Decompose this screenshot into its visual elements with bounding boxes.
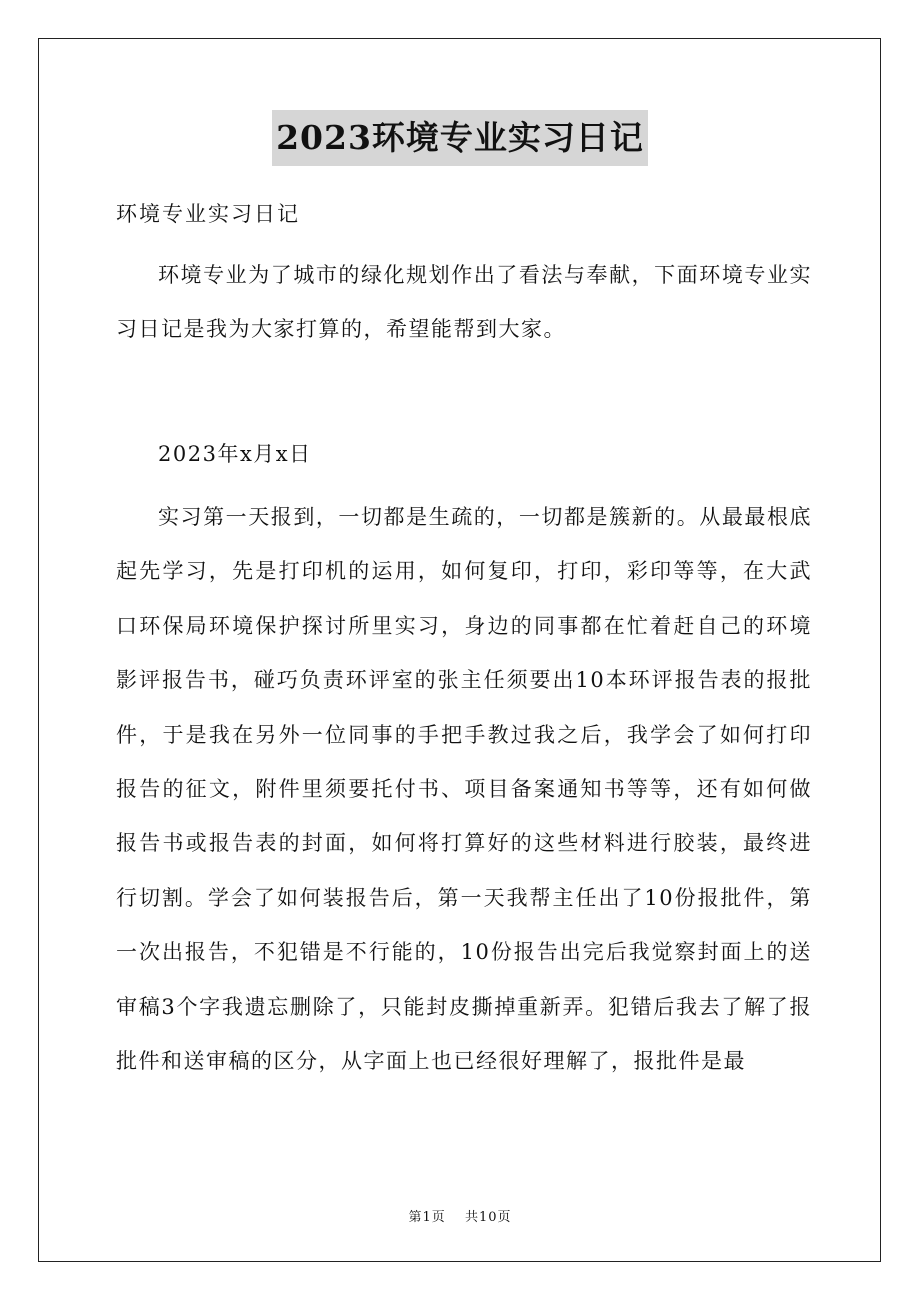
title-container	[0, 110, 920, 166]
document-title: 2023环境专业实习日记	[272, 110, 648, 166]
entry-date: 2023年x月x日	[158, 442, 312, 466]
page-footer	[0, 1206, 920, 1225]
document-subtitle: 环境专业实习日记	[116, 202, 300, 226]
page-number: 第1页	[408, 1210, 446, 1225]
page-total: 共10页	[464, 1210, 512, 1225]
body-paragraph: 实习第一天报到，一切都是生疏的，一切都是簇新的。从最最根底起先学习，先是打印机的运用，如何复印，打印，彩印等等，在大武口环保局环境保护探讨所里实习，身边的同事都在忙着赶自己的环境影评报告书，碰巧负责环评室的张主任须要出10本环评报告表的报批件，于是我在另外一位同事的手把手教过我之后，我学会了如何打印报告的征文，附件里须要托付书、项目备案通知书等等，还有如何做报告书或报告表的封面，如何将打算好的这些材料进行胶装，最终进行切割。学会了如何装报告后，第一天我帮主任出了10份报批件，第一次出报告，不犯错是不行能的，10份报告出完后我觉察封面上的送审稿3个字我遗忘删除了，只能封皮撕掉重新弄。犯错后我去了解了报批件和送审稿的区分，从字面上也已经很好理解了，报批件是最	[116, 505, 812, 1074]
intro-paragraph: 环境专业为了城市的绿化规划作出了看法与奉献，下面环境专业实习日记是我为大家打算的，希望能帮到大家。	[116, 263, 812, 342]
